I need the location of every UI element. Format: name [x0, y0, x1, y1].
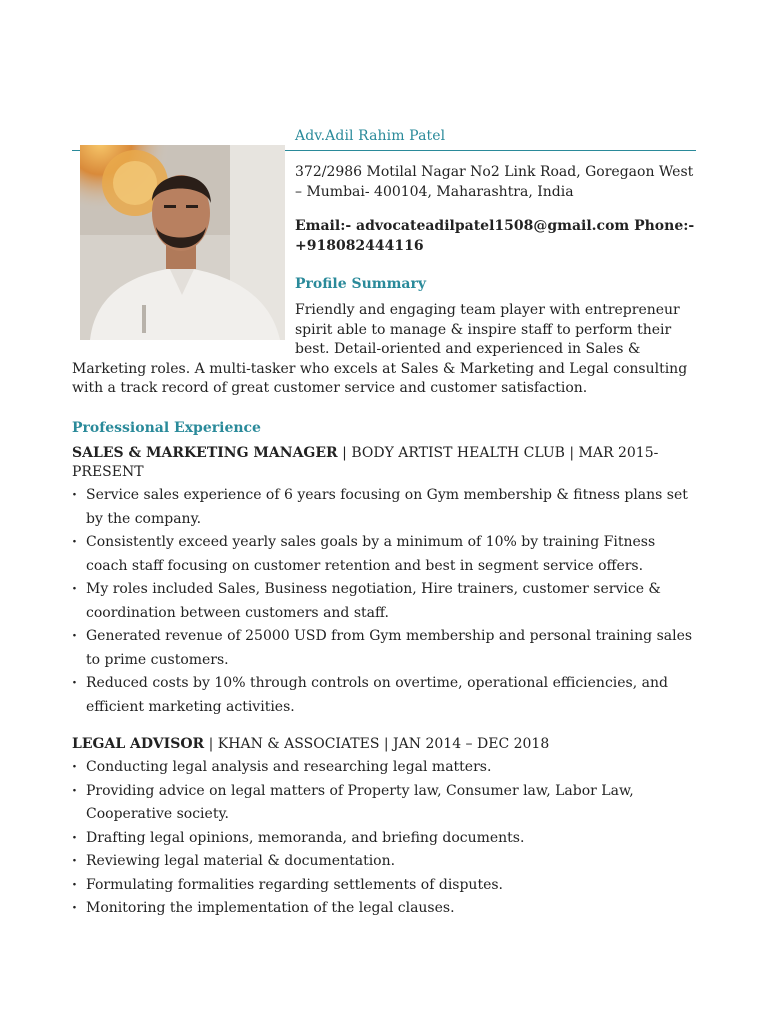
profile-summary-heading: Profile Summary — [295, 276, 427, 292]
candidate-name: Adv.Adil Rahim Patel — [295, 128, 446, 144]
address-text: 372/2986 Motilal Nagar No2 Link Road, Goregaon West – Mumbai- 400104, Maharashtra, India — [295, 164, 694, 200]
list-item: · Reviewing legal material & documentation. — [72, 850, 697, 874]
job-role: LEGAL ADVISOR — [72, 736, 205, 752]
job-details: | KHAN & ASSOCIATES | JAN 2014 – DEC 2018 — [204, 736, 550, 752]
photo-wrap-spacer — [72, 301, 295, 359]
list-item: · Drafting legal opinions, memoranda, and briefing documents. — [72, 827, 697, 851]
profile-summary-text — [72, 301, 697, 399]
list-item: · My roles included Sales, Business negotiation, Hire trainers, customer service & coordination between customers and staff. — [72, 578, 697, 625]
experience-heading: Professional Experience — [72, 420, 261, 436]
list-item: · Providing advice on legal matters of Property law, Consumer law, Labor Law, Cooperative society. — [72, 780, 697, 827]
job-role: SALES & MARKETING MANAGER — [72, 445, 338, 461]
profile-summary-body: Friendly and engaging team player with entrepreneur spirit able to manage & inspire staff to perform their best. Detail-oriented and experienced in Sales & Marketing roles. A multi-tasker who excels at Sales & Marketing and Legal consulting with a track record of great customer service and customer satisfaction. — [72, 302, 688, 396]
list-item: · Consistently exceed yearly sales goals by a minimum of 10% by training Fitness coach staff focusing on customer retention and best in segment service offers. — [72, 531, 697, 578]
job-details: | BODY ARTIST HEALTH CLUB | MAR 2015-PRESENT — [72, 445, 659, 480]
list-item: · Service sales experience of 6 years focusing on Gym membership & fitness plans set by the company. — [72, 484, 697, 531]
job-title-legal — [72, 735, 692, 754]
list-item: · Conducting legal analysis and researching legal matters. — [72, 756, 697, 780]
contact-info: Email:- advocateadilpatel1508@gmail.com Phone:- +918082444116 — [295, 218, 695, 254]
list-item: · Reduced costs by 10% through controls on overtime, operational efficiencies, and efficient marketing activities. — [72, 672, 697, 719]
list-item: · Generated revenue of 25000 USD from Gym membership and personal training sales to prime customers. — [72, 625, 697, 672]
sales-responsibilities-list — [72, 484, 697, 719]
list-item: · Monitoring the implementation of the legal clauses. — [72, 897, 697, 921]
legal-responsibilities-list — [72, 756, 697, 921]
list-item: · Formulating formalities regarding settlements of disputes. — [72, 874, 697, 898]
job-title-sales — [72, 444, 692, 482]
